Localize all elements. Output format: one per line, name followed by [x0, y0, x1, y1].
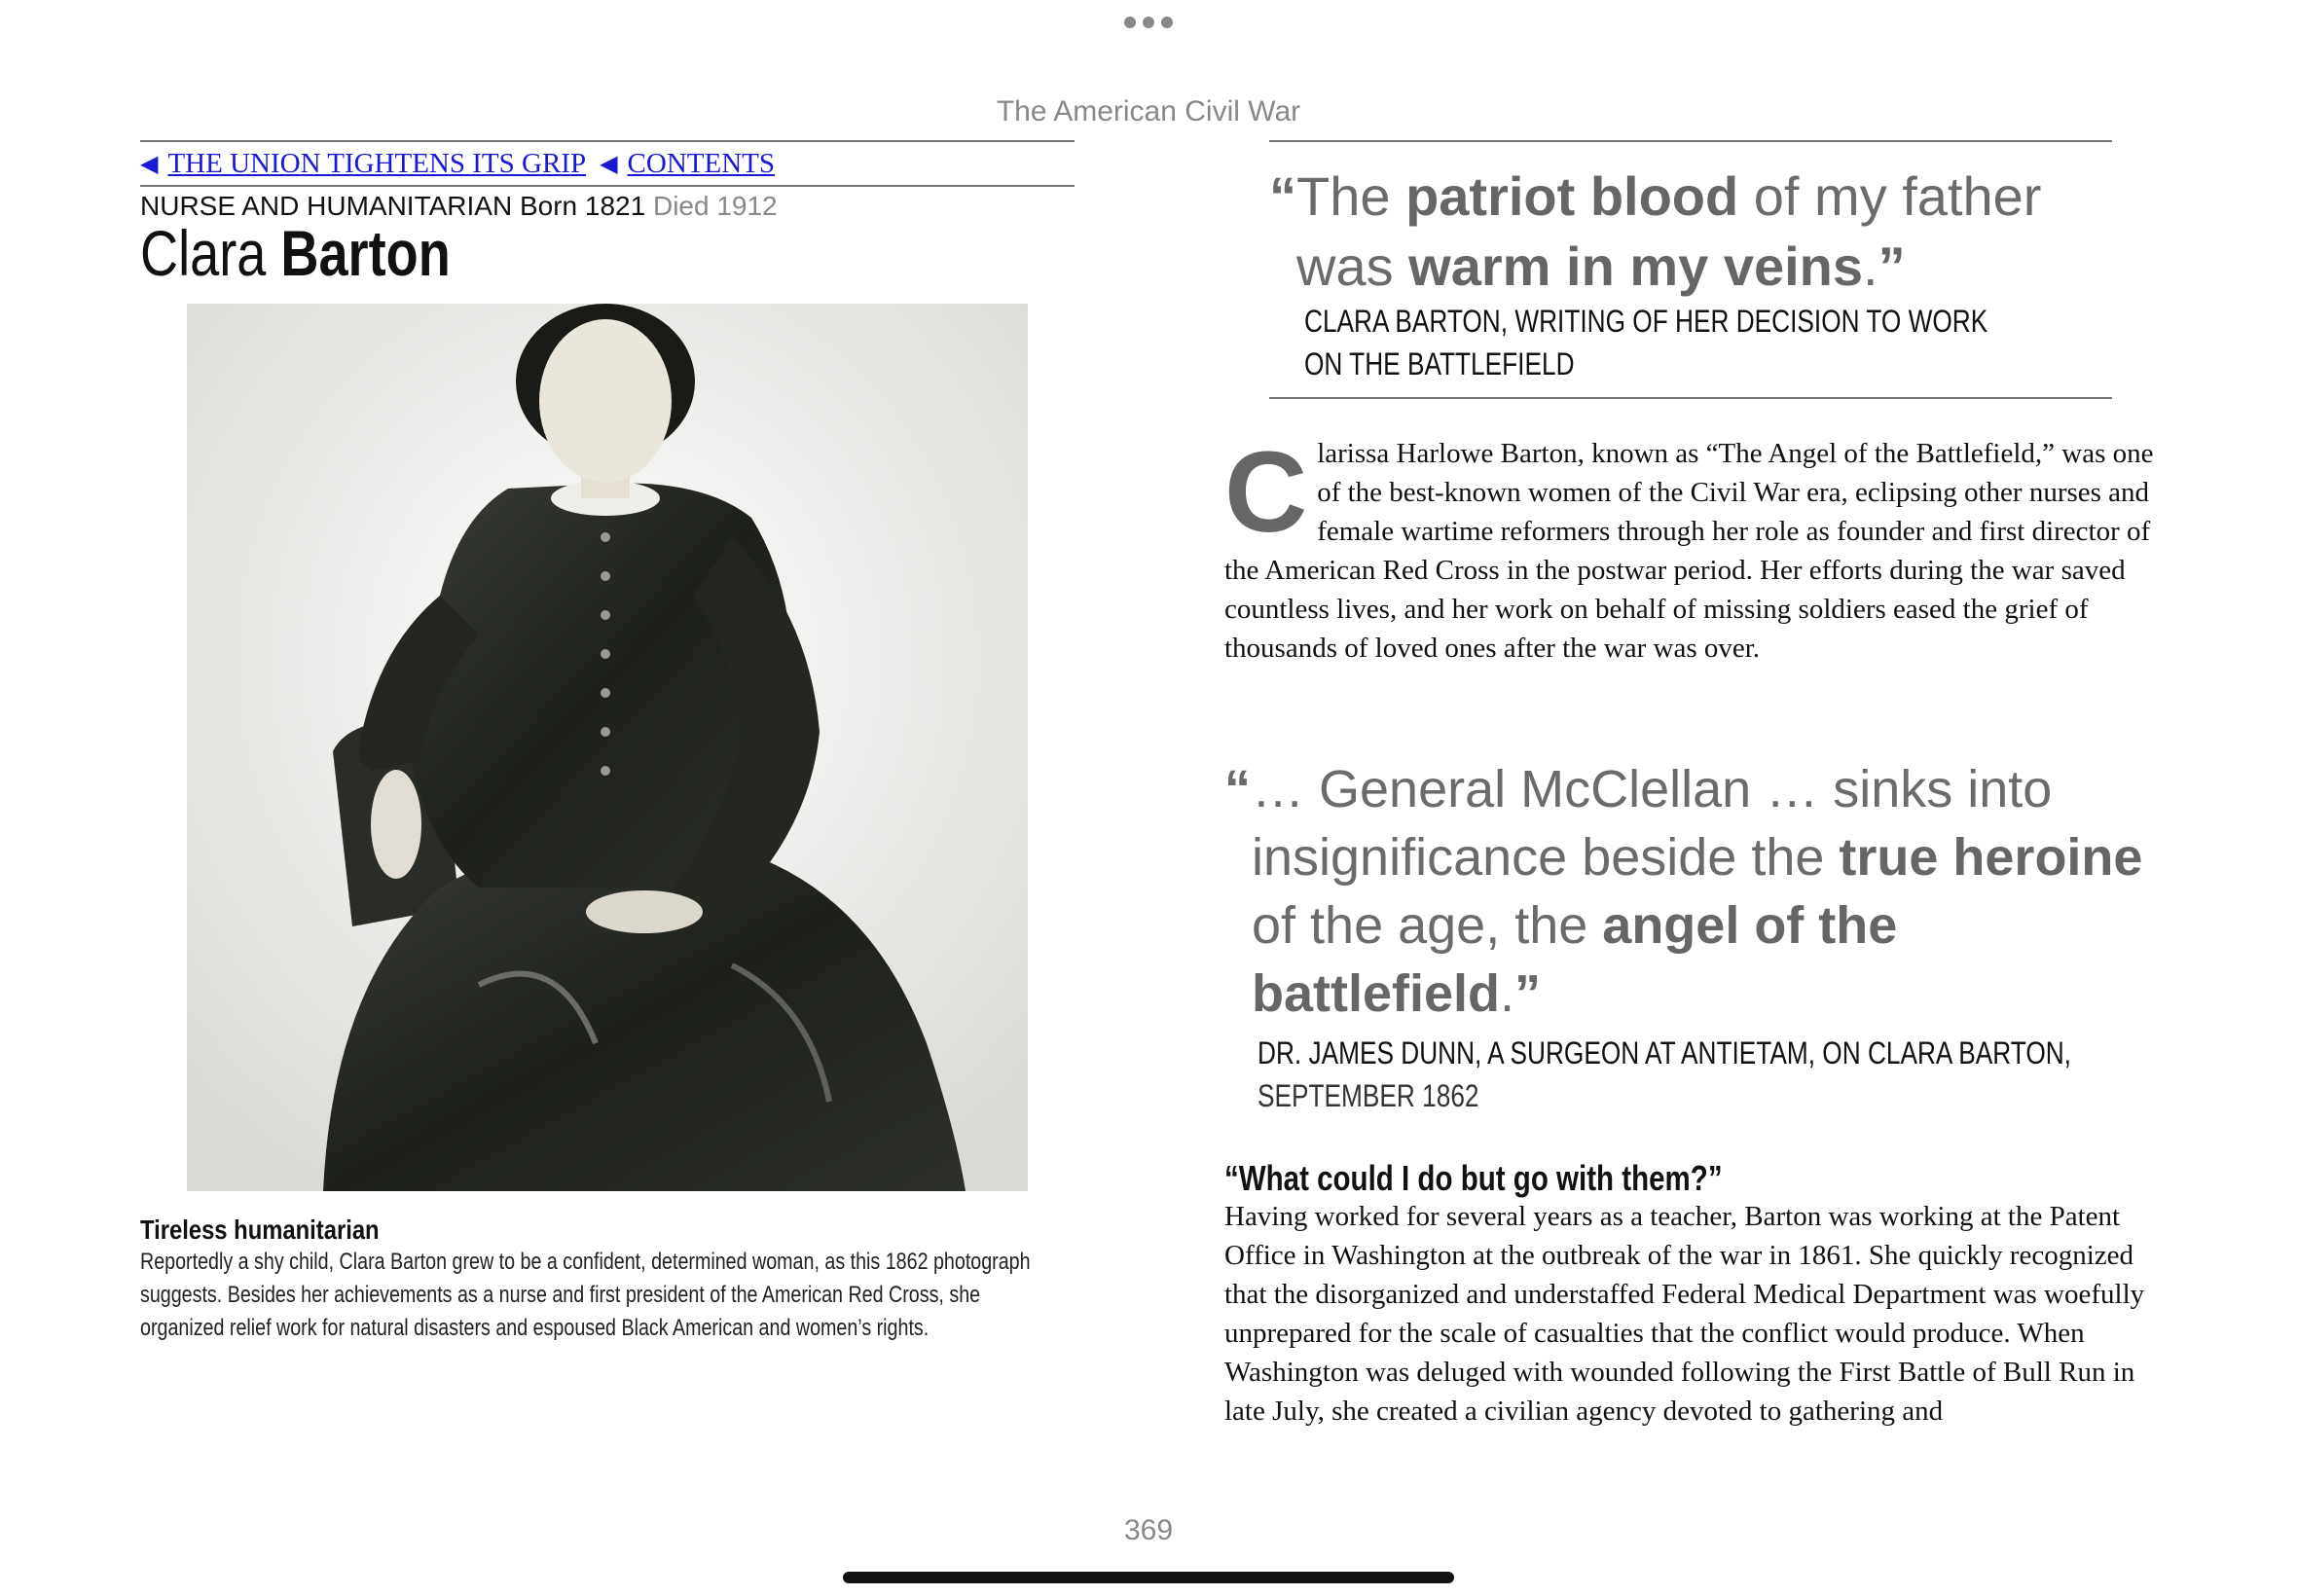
book-title: The American Civil War	[996, 95, 1301, 127]
close-quote-mark: ”	[1514, 964, 1542, 1023]
profile-category: NURSE AND HUMANITARIAN	[140, 191, 513, 221]
quote2-text-2: of the age, the	[1252, 896, 1603, 955]
quote2-attribution-date: SEPTEMBER 1862	[1258, 1078, 1479, 1113]
photo-caption-title: Tireless humanitarian	[140, 1215, 380, 1245]
triangle-left-icon: ◀	[140, 151, 159, 177]
profile-name	[140, 216, 451, 290]
last-name: Barton	[280, 217, 451, 289]
quote1-bold-2: warm in my veins	[1408, 236, 1864, 297]
portrait-illustration	[187, 304, 1028, 1191]
dot	[1143, 17, 1154, 28]
open-quote-mark: “	[1224, 760, 1251, 818]
quote2-text-3: .	[1500, 964, 1515, 1023]
quote2-text-1: … General McClellan … sinks into insignificance beside the	[1252, 760, 2053, 887]
quote2-attribution	[1258, 1032, 2168, 1117]
quote-top-rule	[1269, 140, 2112, 142]
intro-text: larissa Harlowe Barton, known as “The Angel of the Battlefield,” was one of the best-known women of the Civil War era, eclipsing other nurses and female wartime reformers through her role as founder and first director of the American Red Cross in the postwar period. Her efforts during the war saved countless lives, and her work on behalf of missing soldiers eased the grief of thousands of loved ones after the war was over.	[1224, 438, 2154, 664]
home-indicator[interactable]	[843, 1572, 1454, 1583]
quote1-bold-1: patriot blood	[1405, 165, 1739, 227]
dot	[1161, 17, 1173, 28]
quote1-text-3: .	[1863, 236, 1878, 297]
section-heading: “What could I do but go with them?”	[1224, 1158, 1723, 1198]
profile-born: Born 1821	[519, 191, 646, 221]
dot	[1124, 17, 1136, 28]
navigation-bar	[140, 140, 1075, 187]
quote1-text-2: of my father was	[1296, 165, 2042, 297]
quote1-text-1: The	[1296, 165, 1406, 227]
triangle-left-icon: ◀	[600, 151, 618, 177]
page-number: 369	[1123, 1514, 1174, 1546]
portrait-photo[interactable]	[187, 304, 1028, 1191]
open-quote-mark: “	[1269, 165, 1296, 227]
profile-died: Died 1912	[652, 191, 778, 221]
photo-caption-body: Reportedly a shy child, Clara Barton grew to be a confident, determined woman, as this 1862 photograph suggests. Besides her achievements as a nurse and first president of the American Red Cross, she organized relief work for natural disasters and espoused Black American and women’s rights.	[140, 1249, 1031, 1341]
drop-cap: C	[1224, 428, 1308, 557]
more-options-icon[interactable]	[1124, 16, 1173, 29]
quote2-bold-1: true heroine	[1839, 828, 2143, 887]
contents-link[interactable]: CONTENTS	[627, 147, 775, 179]
close-quote-mark: ”	[1878, 236, 1906, 297]
quote2-bold-2: angel of the battlefield	[1252, 896, 1898, 1023]
section-paragraph: Having worked for several years as a teacher, Barton was working at the Patent Office in Washington at the outbreak of the war in 1861. She quickly recognized that the disorganized and understaffed Federal Medical Department was woefully unprepared for the scale of casualties that the conflict would produce. When Washington was deluged with wounded following the First Battle of Bull Run in late July, she created a civilian agency devoted to gathering and	[1224, 1201, 2145, 1427]
prev-chapter-link[interactable]: THE UNION TIGHTENS ITS GRIP	[167, 147, 587, 179]
quote2-attribution-main: DR. JAMES DUNN, A SURGEON AT ANTIETAM, ON CLARA BARTON,	[1258, 1035, 2071, 1070]
pull-quote-1	[1269, 162, 2126, 302]
intro-paragraph	[1224, 428, 2159, 668]
quote1-attribution: CLARA BARTON, WRITING OF HER DECISION TO WORK ON THE BATTLEFIELD	[1304, 304, 1988, 381]
pull-quote-2	[1224, 755, 2159, 1028]
first-name: Clara	[140, 217, 267, 289]
quote-bottom-rule	[1269, 397, 2112, 399]
